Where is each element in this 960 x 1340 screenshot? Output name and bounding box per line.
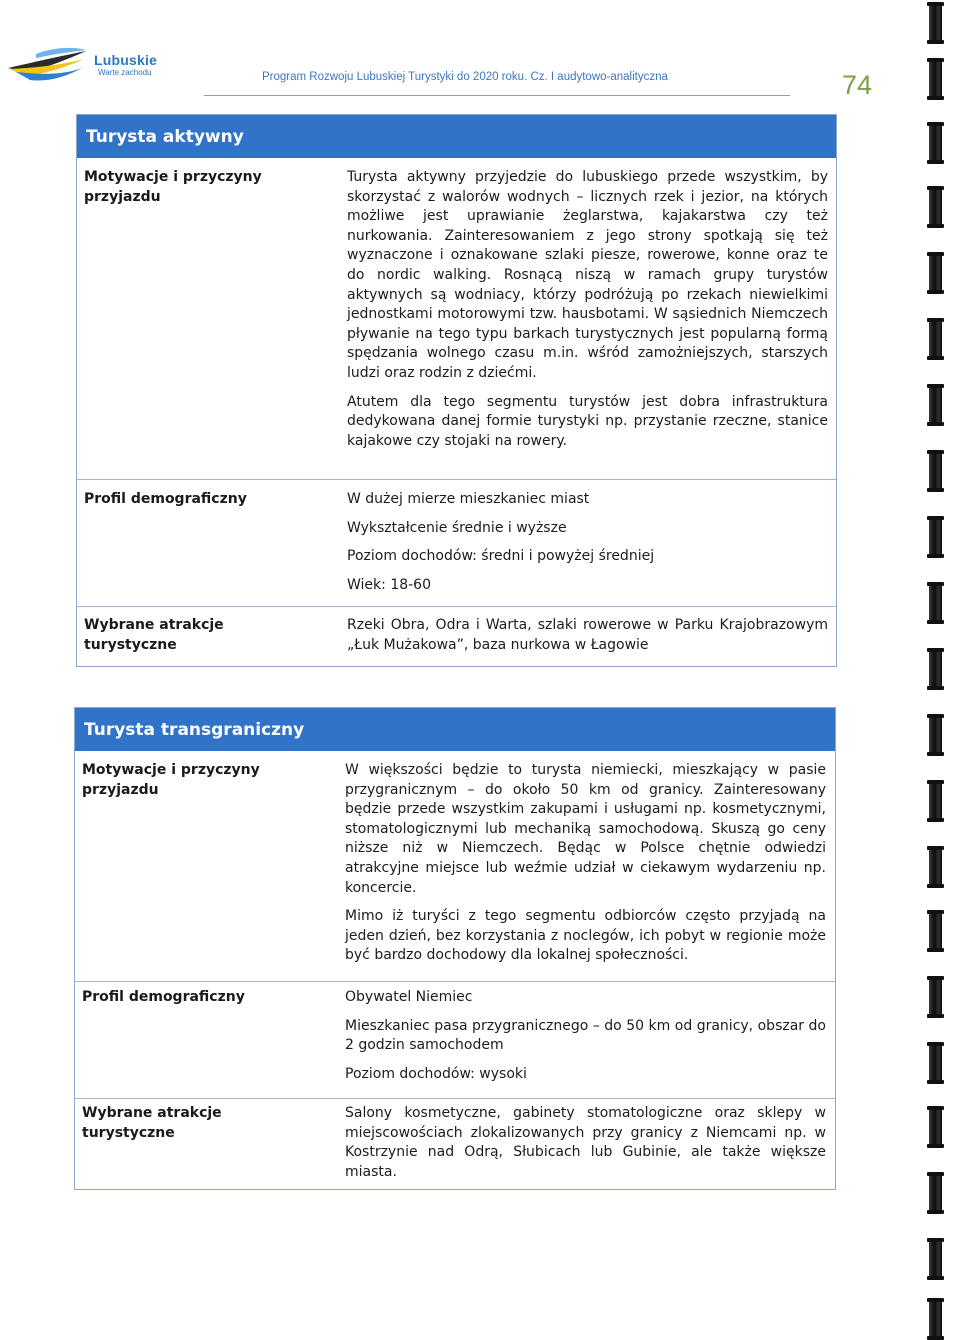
row-content xyxy=(347,168,828,451)
row-content xyxy=(345,761,826,966)
binder-ring xyxy=(929,912,942,950)
section-header xyxy=(75,708,835,751)
binder-ring xyxy=(929,1044,942,1082)
binder-ring xyxy=(929,1300,942,1338)
section-turysta-aktywny xyxy=(76,114,837,667)
section-title: Turysta transgraniczny xyxy=(84,719,305,740)
binder-ring xyxy=(929,716,942,754)
binder-ring xyxy=(929,1174,942,1212)
row-motivations xyxy=(75,751,835,981)
binder-ring xyxy=(929,978,942,1016)
binder-ring xyxy=(929,188,942,226)
binder-ring xyxy=(929,650,942,688)
row-content xyxy=(345,988,826,1084)
document-title: Program Rozwoju Lubuskiej Turystyki do 2020 roku. Cz. I audytowo-analityczna xyxy=(262,71,668,83)
paragraph: Mimo iż turyści z tego segmentu odbiorców często przyjadą na jeden dzień, bez korzystania z noclegów, ich pobyt w regionie może być bardzo dochodowy dla lokalnej społeczności. xyxy=(345,908,826,964)
paragraph: Obywatel Niemiec xyxy=(345,989,473,1005)
binder-ring xyxy=(929,386,942,424)
header-rule xyxy=(204,95,790,96)
binder-ring xyxy=(929,584,942,622)
binder-ring xyxy=(929,124,942,162)
binder-ring xyxy=(929,1240,942,1278)
row-content xyxy=(347,616,828,655)
binder-ring xyxy=(929,254,942,292)
logo-tagline: Warte zachodu xyxy=(98,68,152,77)
row-label: Motywacje i przyczyny przyjazdu xyxy=(84,169,262,205)
binder-ring xyxy=(929,518,942,556)
paragraph: Mieszkaniec pasa przygranicznego – do 50 km od granicy, obszar do 2 godzin samochodem xyxy=(345,1017,826,1054)
paragraph: Wiek: 18-60 xyxy=(347,576,431,593)
section-title: Turysta aktywny xyxy=(86,126,244,147)
binder-ring xyxy=(929,320,942,358)
binder-ring xyxy=(929,60,942,98)
row-label: Profil demograficzny xyxy=(82,989,245,1005)
paragraph: Rzeki Obra, Odra i Warta, szlaki rowerowe w Parku Krajobrazowym „Łuk Mużakowa”, baza nurkowa w Łagowie xyxy=(347,617,828,653)
row-label: Profil demograficzny xyxy=(84,491,247,507)
paragraph: Wykształcenie średnie i wyższe xyxy=(347,519,567,536)
binder-ring xyxy=(929,848,942,886)
binder-ring xyxy=(929,452,942,490)
row-attractions xyxy=(77,606,836,667)
paragraph: W dużej mierze mieszkaniec miast xyxy=(347,491,590,507)
paragraph: Salony kosmetyczne, gabinety stomatologiczne oraz sklepy w miejscowościach zlokalizowanych przy granicy z Niemcami np. w Kostrzynie nad Odrą, Słubicach lub Gubinie, ale także większe miasta. xyxy=(345,1105,826,1180)
page-number: 74 xyxy=(842,70,873,100)
row-motivations xyxy=(77,158,836,520)
row-demographics xyxy=(75,981,835,1098)
paragraph: Atutem dla tego segmentu turystów jest dobra infrastruktura dedykowana danej formie turystyki np. przystanie rzeczne, stanice kajakowe czy stojaki na rowery. xyxy=(347,393,828,449)
paragraph: W większości będzie to turysta niemiecki, mieszkający w pasie przygranicznym – do około 50 km od granicy. Zainteresowany będzie przede wszystkim zakupami i usługami np. kosmetycznymi, stomatologicznymi lub mechaniką samochodową. Skuszą go ceny niższe niż w Niemczech. Będąc w Polsce chętnie odwiedzi atrakcyjne miejsce lub weźmie udział w ciekawym wydarzeniu np. koncercie. xyxy=(345,762,826,896)
binder-ring xyxy=(929,782,942,820)
lubuskie-logo-icon xyxy=(6,46,96,92)
section-turysta-transgraniczny xyxy=(74,707,836,1190)
row-attractions xyxy=(75,1098,835,1190)
paragraph: Turysta aktywny przyjedzie do lubuskiego przede wszystkim, by skorzystać z walorów wodnych – licznych rzek i jezior, na których możliwe jest uprawianie żeglarstwa, kajakarstwa czy też nurkowania. Zainteresowaniem z jego strony spotkają się też wyznaczone i oznakowane szlaki piesze, rowerowe, konne oraz te do nordic walking. Rosnącą niszą w ramach grupy turystów aktywnych są wodniacy, którzy podróżują po rzekach niewielkimi jednostkami motorowymi tzw. hausbotami. W sąsiednich Niemczech pływanie na tego typu barkach turystycznych jest popularną formą spędzania wolnego czasu m.in. wśród zamożniejszych, starszych ludzi oraz rodzin z dziećmi. xyxy=(347,169,828,381)
paragraph: Poziom dochodów: wysoki xyxy=(345,1065,527,1082)
row-content xyxy=(347,490,828,595)
row-demographics xyxy=(77,479,836,607)
binder-ring xyxy=(929,4,942,42)
section-header xyxy=(77,115,836,158)
row-label: Wybrane atrakcje turystyczne xyxy=(84,617,224,653)
paragraph: Poziom dochodów: średni i powyżej średniej xyxy=(347,548,655,565)
binder-ring xyxy=(929,1108,942,1146)
row-content xyxy=(345,1104,826,1182)
row-label: Wybrane atrakcje turystyczne xyxy=(82,1105,222,1141)
lubuskie-logo xyxy=(6,46,166,92)
row-label: Motywacje i przyczyny przyjazdu xyxy=(82,762,260,798)
logo-name: Lubuskie xyxy=(94,52,158,68)
